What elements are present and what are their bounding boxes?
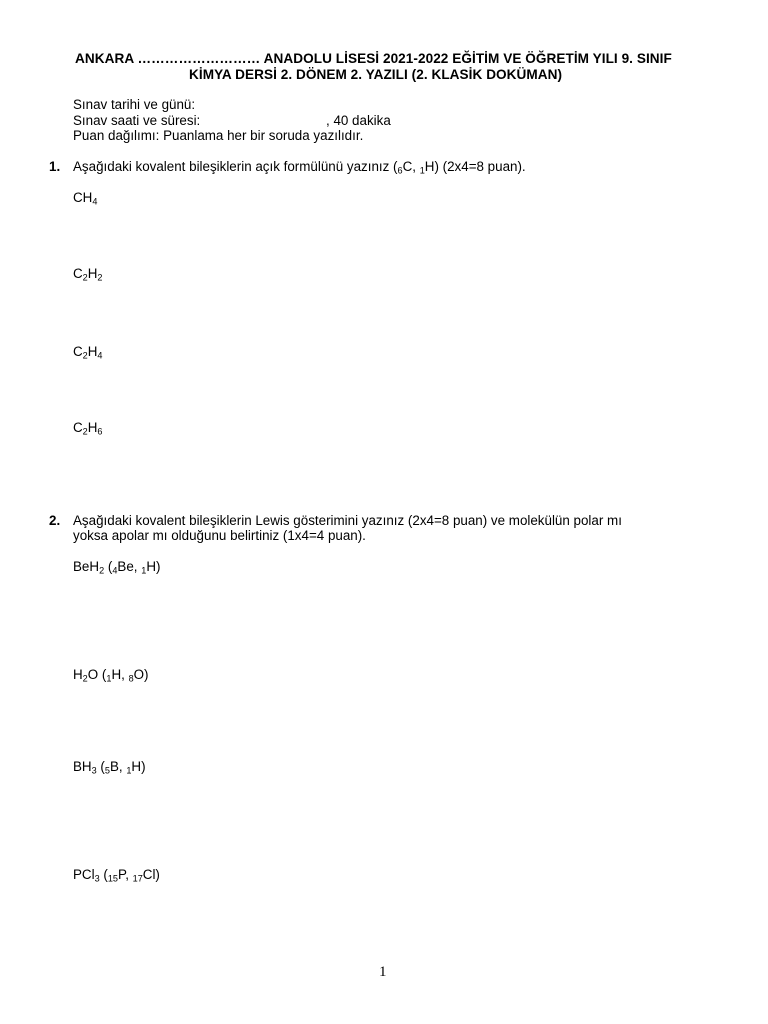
question-2-text-line-2: yoksa apolar mı olduğunu belirtiniz (1x4=4 puan). xyxy=(73,528,366,543)
question-1-number: 1. xyxy=(49,159,61,174)
exam-time-label: Sınav saati ve süresi: xyxy=(73,113,201,128)
formula-c2h4: $C_2H_4$ xyxy=(73,344,103,361)
compound-beh2: BeH$_2$ (4Be, 1H) xyxy=(73,559,161,576)
page-number: 1 xyxy=(379,964,387,980)
question-2-text-line-1: Aşağıdaki kovalent bileşiklerin Lewis gösterimini yazınız (2x4=8 puan) ve molekülün polar mı xyxy=(73,513,622,528)
exam-header-line-2: KİMYA DERSİ 2. DÖNEM 2. YAZILI (2. KLASİK DOKÜMAN) xyxy=(189,67,563,82)
formula-c2h2: $C_2H_2$ xyxy=(73,266,103,283)
compound-pcl3: PCl$_3$ (15P, 17Cl) xyxy=(73,867,160,884)
formula-c2h6: $C_2H_6$ xyxy=(73,420,103,437)
formula-ch4: $CH_4$ xyxy=(73,190,98,207)
compound-h2o: $H_2O$ (1H, 8O) xyxy=(73,667,149,684)
exam-date-label: Sınav tarihi ve günü: xyxy=(73,97,196,112)
exam-duration: , 40 dakika xyxy=(326,113,391,128)
exam-header-line-1: ANKARA ……………………… ANADOLU LİSESİ 2021-2022 EĞİTİM VE ÖĞRETİM YILI 9. SINIF xyxy=(75,51,672,66)
compound-bh3: $BH_3$ (5B, 1H) xyxy=(73,759,146,776)
points-distribution: Puan dağılımı: Puanlama her bir soruda yazılıdır. xyxy=(73,128,364,143)
question-2-number: 2. xyxy=(49,513,61,528)
question-1-text: Aşağıdaki kovalent bileşiklerin açık formülünü yazınız (6C, 1H) (2x4=8 puan). xyxy=(73,159,526,176)
